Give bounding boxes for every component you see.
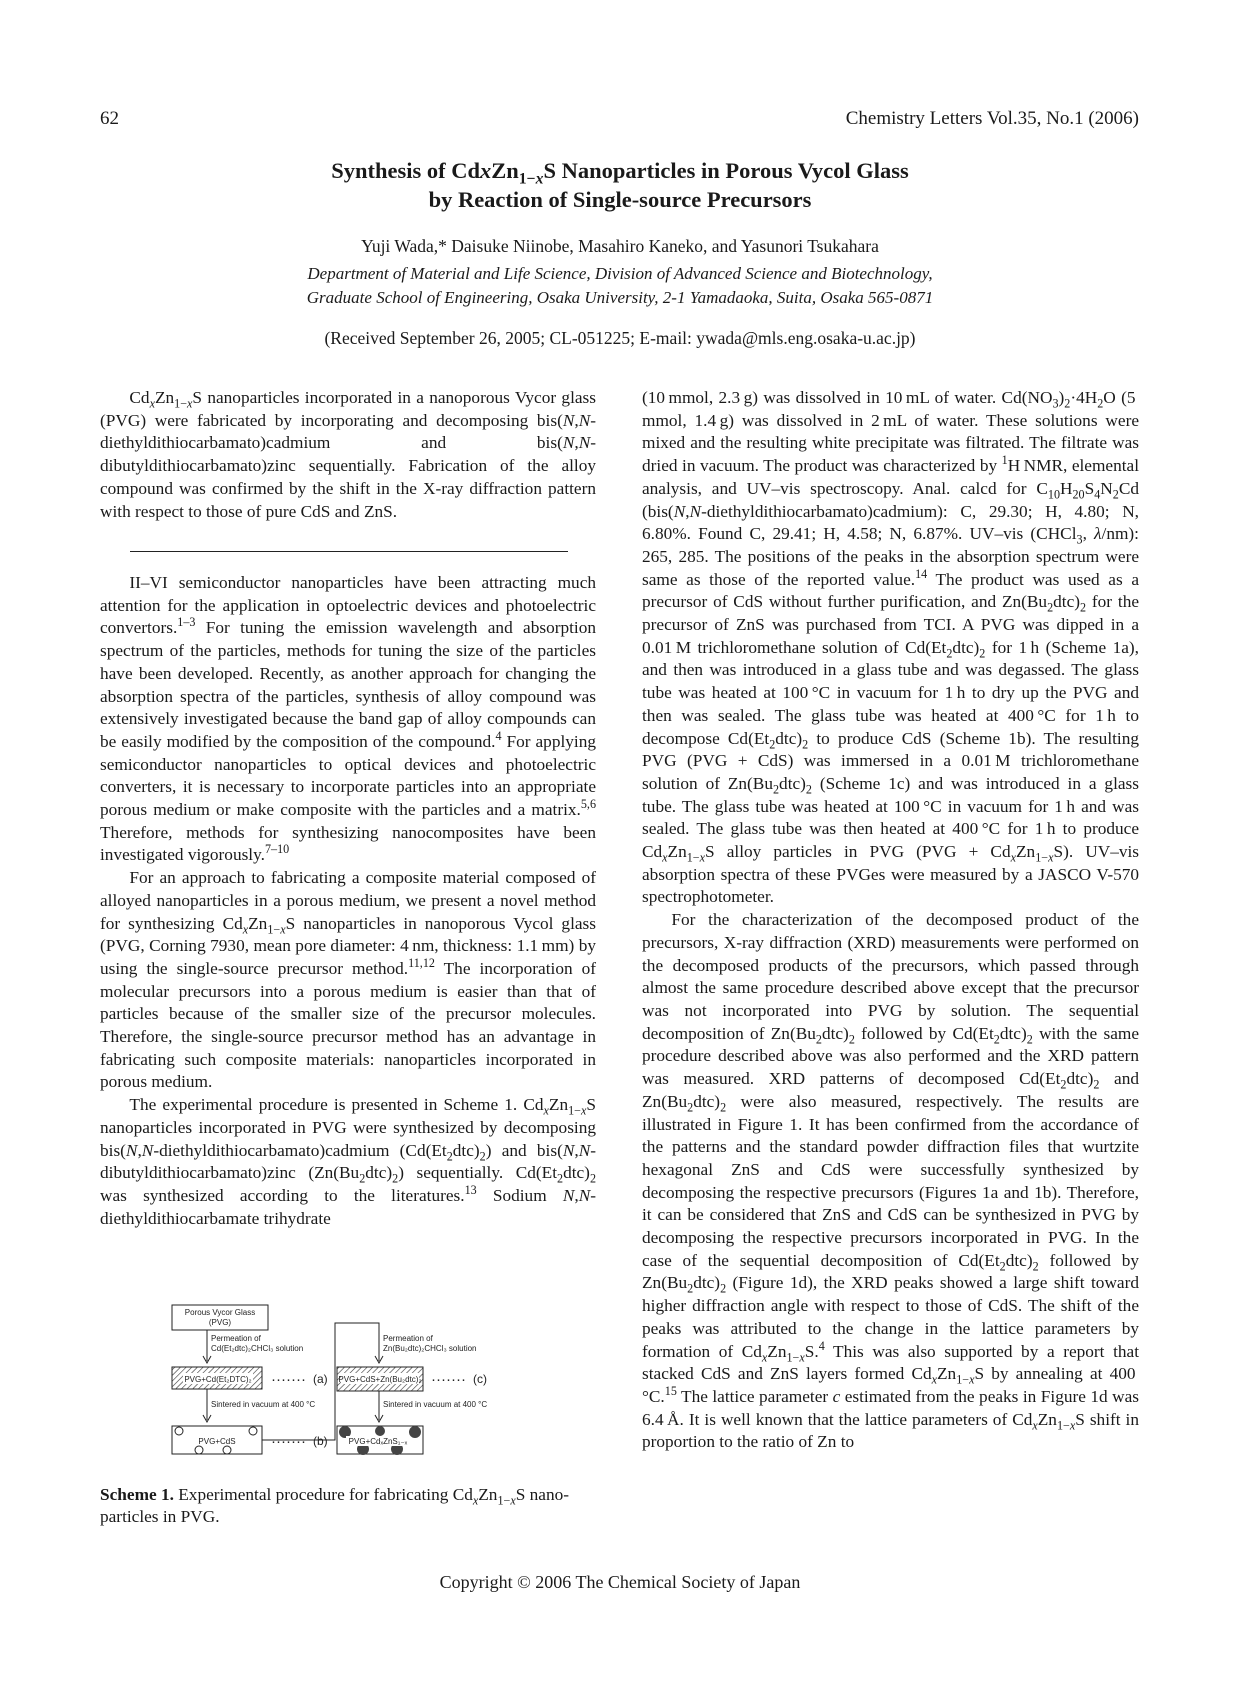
- particle: [409, 1426, 421, 1438]
- caption-label: Scheme 1.: [100, 1485, 174, 1504]
- sinter-text-right: Sintered in vacuum at 400 °C: [383, 1400, 488, 1409]
- body-left-column: [100, 572, 596, 1230]
- page-number: 62: [100, 108, 119, 129]
- affiliation-line-2: Graduate School of Engineering, Osaka University, 2-1 Yamadaoka, Suita, Osaka 565-0871: [306, 288, 934, 307]
- step2-text-a: Permeation of: [383, 1334, 433, 1343]
- dots-c: ·······: [431, 1371, 466, 1388]
- step1-text-a: Permeation of: [211, 1334, 261, 1343]
- dots-b: ·······: [271, 1433, 306, 1450]
- box-c-label: PVG+CdS+Zn(Bu₂dtc)₂: [338, 1375, 422, 1384]
- label-a: (a): [313, 1372, 328, 1386]
- caption-text: Experimental procedure for fabricating $Cd_xZn_{1-x}S$ nano-particles in PVG.: [100, 1485, 569, 1526]
- title-line-2: by Reaction of Single-source Precursors: [428, 187, 812, 212]
- paragraph: For the characterization of the decomposed product of the precursors, X-ray diffraction (XRD) measurements were performed on the decomposed products of the precursors, which passed through almost the same procedure described above except that the precursor was not incorporated into PVG by solution. The sequential decomposition of $Zn(Bu_2dtc)_2$ followed by $Cd(Et_2dtc)_2$ with the same procedure described above was also performed and the XRD pattern was measured. XRD patterns of decomposed $Cd(Et_2dtc)_2$ and $Zn(Bu_2dtc)_2$ were also measured, respectively. The results are illustrated in Figure 1. It has been confirmed from the accordance of the patterns and the standard powder diffraction files that wurtzite hexagonal ZnS and CdS were successfully synthesized by decomposing the respective precursors (Figures 1a and 1b). Therefore, it can be considered that ZnS and CdS can be synthesized in PVG by decomposing the respective precursors incorporated in PVG. In the case of the sequential decomposition of $Cd(Et_2dtc)_2$ followed by $Zn(Bu_2dtc)_2$ (Figure 1d), the XRD peaks showed a large shift toward higher diffraction angle with respect to those of CdS. The shift of the peaks was attributed to the change in the lattice parameters by formation of $Cd_xZn_{1-x}S.^4$ This was also supported by a report that stacked CdS and ZnS layers formed $Cd_xZn_{1-x}S$ by annealing at 400 °C.$^{15}$ The lattice parameter c estimated from the peaks in Figure 1d was 6.4 Å. It is well known that the lattice parameters of $Cd_xZn_{1-x}S$ shift in proportion to the ratio of Zn to: [642, 910, 1140, 1452]
- pvg-box-sublabel: (PVG): [208, 1318, 232, 1327]
- paragraph: For an approach to fabricating a composite material composed of alloyed nanoparticles in a porous medium, we present a novel method for synthesizing $Cd_xZn_{1-x}S$ nanoparticles in nanoporous Vycol glass (PVG, Corning 7930, mean pore diameter: 4 nm, thickness: 1.1 mm) by using the single-source precursor method.$^{11,12}$ The incorporation of molecular precursors into a porous medium is easier than that of particles because of the smaller size of the precursor molecules. Therefore, the single-source precursor method has an advantage in fabricating such composite materials: nanoparticles incorporated in porous medium.: [100, 868, 597, 1092]
- label-c: (c): [473, 1372, 487, 1386]
- title-line-1: Synthesis of CdxZn$_{1-x}$S Nanoparticles in Porous Vycol Glass: [331, 158, 909, 188]
- step2-text-b: Zn(Bu₂dtc)₂CHCl₃ solution: [383, 1344, 477, 1353]
- box-a-label: PVG+Cd(Et₂DTC)₂: [184, 1375, 252, 1384]
- label-b: (b): [313, 1434, 328, 1448]
- abstract-divider: [130, 551, 568, 552]
- affiliation: [0, 262, 1240, 310]
- received-line: (Received September 26, 2005; CL-051225; E-mail: ywada@mls.eng.osaka-u.ac.jp): [324, 328, 916, 348]
- abstract: [100, 387, 596, 523]
- authors: Yuji Wada,* Daisuke Niinobe, Masahiro Kaneko, and Yasunori Tsukahara: [361, 236, 879, 256]
- sinter-text-left: Sintered in vacuum at 400 °C: [211, 1400, 316, 1409]
- affiliation-line-1: Department of Material and Life Science, Division of Advanced Science and Biotechnology,: [307, 264, 933, 283]
- body-right-column: [642, 387, 1139, 1454]
- paragraph: The experimental procedure is presented in Scheme 1. $Cd_xZn_{1-x}S$ nanoparticles incorporated in PVG were synthesized by decomposing bis(N,N-diethyldithiocarbamato)cadmium $(Cd(Et_2dtc)_2)$ and bis(N,N-dibutyldithiocarbamato)zinc $(Zn(Bu_2dtc)_2)$ sequentially. $Cd(Et_2dtc)_2$ was synthesized according to the literatures.$^{13}$ Sodium N,N-diethyldithiocarbamate trihydrate: [100, 1095, 596, 1228]
- abstract-text: $Cd_xZn_{1-x}S$ nanoparticles incorporated in a nanoporous Vycor glass (PVG) were fabricated by incorporating and decomposing bis(N,N-diethyldithiocarbamato)cadmium and bis(N,N-dibutyldithiocarbamato)zinc sequentially. Fabrication of the alloy compound was confirmed by the shift in the X-ray diffraction pattern with respect to those of pure CdS and ZnS.: [100, 388, 596, 521]
- scheme-caption: [100, 1484, 596, 1528]
- journal-header: Chemistry Letters Vol.35, No.1 (2006): [845, 108, 1139, 129]
- dots-a: ·······: [271, 1371, 306, 1388]
- particle: [375, 1426, 385, 1436]
- paragraph: (10 mmol, 2.3 g) was dissolved in 10 mL of water. $Cd(NO_3)_2\cdot 4H_2O$ (5 mmol, 1.4 g) was dissolved in 2 mL of water. These solutions were mixed and the resulting white precipitate was filtrated. The filtrate was dried in vacuum. The product was characterized by $^1$H NMR, elemental analysis, and UV–vis spectroscopy. Anal. calcd for $C_{10}H_{20}S_4N_2Cd$ (bis(N,N-diethyldithiocarbamato)cadmium): C, 29.30; H, 4.80; N, 6.80%. Found C, 29.41; H, 4.58; N, 6.87%. UV–vis (CHCl$_3$, λ/nm): 265, 285. The positions of the peaks in the absorption spectrum were same as those of the reported value.$^{14}$ The product was used as a precursor of CdS without further purification, and $Zn(Bu_2dtc)_2$ for the precursor of ZnS was purchased from TCI. A PVG was dipped in a 0.01 M trichloromethane solution of $Cd(Et_2dtc)_2$ for 1 h (Scheme 1a), and then was introduced in a glass tube and was degassed. The glass tube was heated at 100 °C in vacuum for 1 h to dry up the PVG and then was sealed. The glass tube was heated at 400 °C for 1 h to decompose $Cd(Et_2dtc)_2$ to produce CdS (Scheme 1b). The resulting PVG (PVG + CdS) was immersed in a 0.01 M trichloromethane solution of $Zn(Bu_2dtc)_2$ (Scheme 1c) and was introduced in a glass tube. The glass tube was heated at 100 °C in vacuum for 1 h and was sealed. The glass tube was then heated at 400 °C for 1 h to produce $Cd_xZn_{1-x}S$ alloy particles in PVG $(PVG + Cd_xZn_{1-x}S)$. UV–vis absorption spectra of these PVGes were measured by a JASCO V-570 spectrophotometer.: [642, 388, 1140, 907]
- paper-title: [0, 156, 1240, 214]
- box-b-label: PVG+CdS: [198, 1437, 236, 1446]
- box-d-label: PVG+CdₓZnS₁₋ₓ: [348, 1437, 408, 1446]
- pvg-box-label: Porous Vycor Glass: [184, 1308, 256, 1317]
- step1-text-b: Cd(Et₂dtc)₂CHCl₃ solution: [211, 1344, 304, 1353]
- paragraph: II–VI semiconductor nanoparticles have been attracting much attention for the application in optoelectric devices and photoelectric convertors.$^{1-3}$ For tuning the emission wavelength and absorption spectrum of the particles, methods for tuning the size of the particles have been developed. Recently, as another approach for changing the absorption spectra of the particles, synthesis of alloy compound was extensively investigated because the band gap of alloy compounds can be easily modified by the composition of the compound.$^4$ For applying semiconductor nanoparticles to optical devices and photoelectric converters, it is necessary to incorporate particles into an appropriate porous medium or make composite with the particles and a matrix.$^{5,6}$ Therefore, methods for synthesizing nanocomposites have been investigated vigorously.$^{7-10}$: [100, 573, 596, 865]
- scheme-1-diagram: [165, 1303, 535, 1459]
- copyright-footer: Copyright © 2006 The Chemical Society of Japan: [439, 1572, 801, 1592]
